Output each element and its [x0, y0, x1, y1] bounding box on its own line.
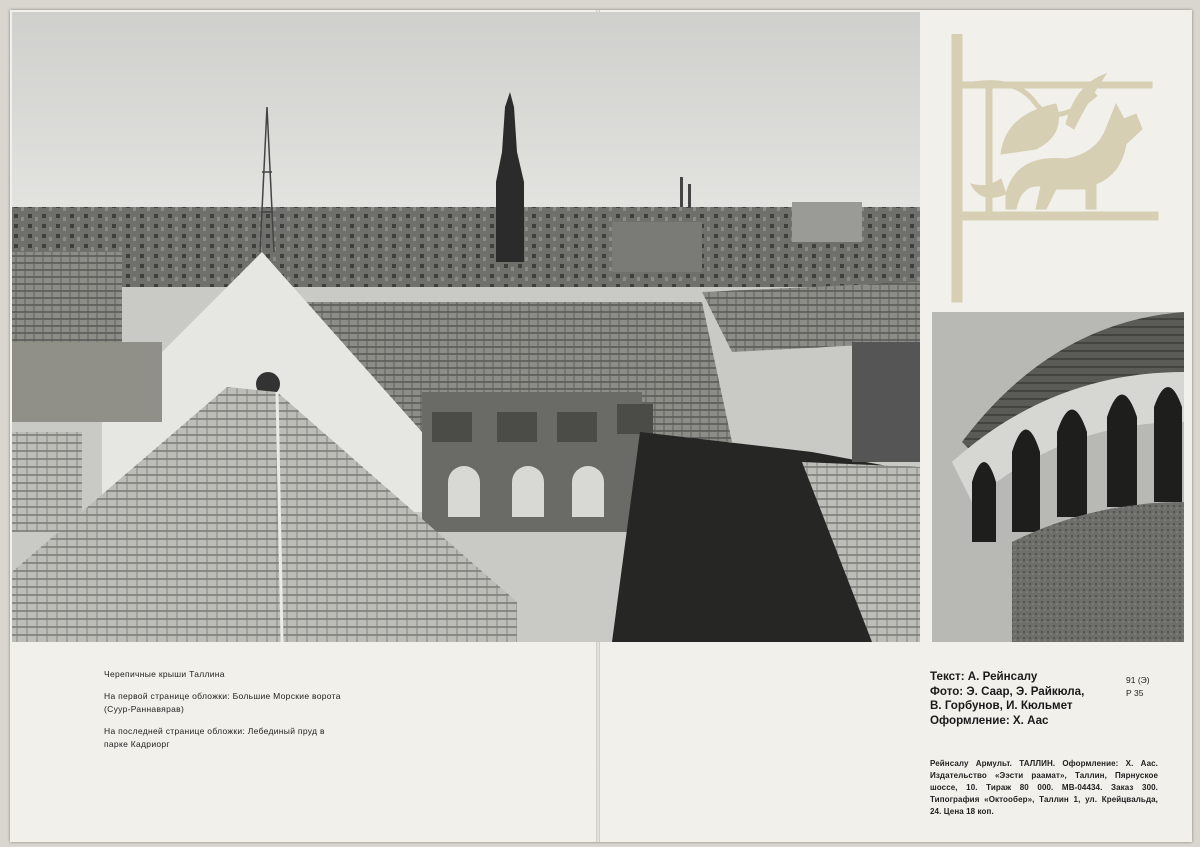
- credits-block: [930, 670, 1105, 728]
- wrought-iron-sign-fox-icon: [946, 34, 1166, 304]
- tower-photo-drawing: [932, 312, 1184, 642]
- caption-tile-roofs: Черепичные крыши Таллина: [104, 669, 225, 679]
- caption-back-cover: На последней странице обложки: Лебединый пруд в парке Кадриорг: [104, 726, 325, 749]
- publication-imprint: Рейнсалу Армульт. ТАЛЛИН. Оформление: Х. Аас. Издательство «Ээсти раамат», Таллин, Пярнуское шоссе, 10. Тираж 80 000. МВ-04434. Заказ 300. Типография «Октообер», Таллин 1, ул. Крейцвальда, 24. Цена 18 коп.: [930, 759, 1158, 816]
- catalog-code-line2: Р 35: [1126, 688, 1144, 698]
- credit-photo-line1: Фото: Э. Саар, Э. Райкюла,: [930, 684, 1085, 698]
- credit-text: Текст: А. Рейнсалу: [930, 670, 1038, 683]
- photo-tower-crenellation: [932, 312, 1184, 642]
- credit-design: Оформление: Х. Аас: [930, 713, 1049, 727]
- caption-front-cover: На первой странице обложки: Большие Морские ворота (Суур-Раннавярав): [104, 691, 341, 714]
- roofs-photo-drawing: [12, 12, 920, 642]
- photo-tallinn-roofs: [12, 12, 920, 642]
- catalog-code: [1126, 674, 1176, 700]
- emblem-drawing: [946, 34, 1166, 304]
- catalog-code-line1: 91 (Э): [1126, 675, 1150, 685]
- photo-captions: [104, 668, 344, 760]
- credit-photo-line2: В. Горбунов, И. Кюльмет: [930, 699, 1073, 713]
